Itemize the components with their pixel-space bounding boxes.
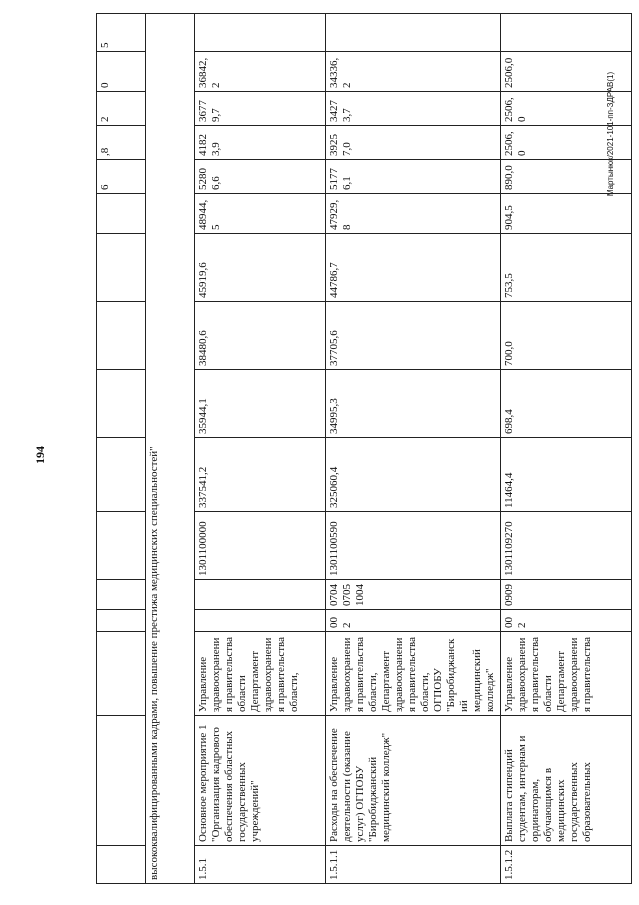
header-cell <box>97 438 146 512</box>
row-rzpr: 0704 0705 1004 <box>326 580 501 610</box>
row-value: 51776,1 <box>326 160 501 194</box>
row-value: 47929,8 <box>326 194 501 234</box>
row-value: 36842,2 <box>195 52 326 92</box>
row-value: 34995,3 <box>326 370 501 438</box>
row-value: 39257,0 <box>326 126 501 160</box>
row-csr: 1301100000 <box>195 512 326 580</box>
row-number: 1.5.1 <box>195 846 326 884</box>
row-value: 34273,7 <box>326 92 501 126</box>
row-number: 1.5.1.1 <box>326 846 501 884</box>
row-executor: Управление здравоохранения правительства области Департамент здравоохранения правительства области, <box>195 632 326 716</box>
row-empty <box>195 14 326 52</box>
header-cell: 6 <box>97 160 146 194</box>
row-empty <box>326 14 501 52</box>
table-row <box>501 14 632 884</box>
row-value: 11464,4 <box>501 438 632 512</box>
row-value: 44786,7 <box>326 234 501 302</box>
page-number: 194 <box>33 446 47 464</box>
header-cell: 5 <box>97 14 146 52</box>
row-name: Основное мероприятие 1 "Организация кадрового обеспечения областных государственных учреждений" <box>195 716 326 846</box>
row-value: 45919,6 <box>195 234 326 302</box>
table-row <box>195 14 326 884</box>
header-cell <box>97 610 146 632</box>
table-row <box>326 14 501 884</box>
header-row <box>97 14 146 884</box>
row-value: 698,4 <box>501 370 632 438</box>
row-value: 337541,2 <box>195 438 326 512</box>
row-empty <box>501 14 632 52</box>
row-value: 2506,0 <box>501 92 632 126</box>
row-value: 38480,6 <box>195 302 326 370</box>
row-number: 1.5.1.2 <box>501 846 632 884</box>
row-value: 2506,0 <box>501 126 632 160</box>
row-value: 2506,0 <box>501 52 632 92</box>
header-cell <box>97 302 146 370</box>
header-cell <box>97 234 146 302</box>
row-value: 35944,1 <box>195 370 326 438</box>
row-value: 325060,4 <box>326 438 501 512</box>
row-csr: 1301109270 <box>501 512 632 580</box>
section-title: высококвалифицированными кадрами, повышение престижа медицинских специальностей" <box>146 14 195 884</box>
row-executor: Управление здравоохранения правительства области, Департамент здравоохранения правительства области, ОГПОБУ "Биробиджанский медицинский колледж" <box>326 632 501 716</box>
header-cell <box>97 846 146 884</box>
row-executor: Управление здравоохранения правительства области Департамент здравоохранения правительства <box>501 632 632 716</box>
header-cell <box>97 716 146 846</box>
header-cell <box>97 512 146 580</box>
row-value: 41823,9 <box>195 126 326 160</box>
row-name: Выплата стипендий студентам, интернам и ординаторам, обучающимся в медицинских государственных образовательных <box>501 716 632 846</box>
row-value: 890,0 <box>501 160 632 194</box>
header-cell <box>97 370 146 438</box>
budget-table <box>96 13 632 884</box>
header-cell <box>97 194 146 234</box>
row-grbs: 002 <box>326 610 501 632</box>
row-name: Расходы на обеспечение деятельности (оказание услуг) ОГПОБУ "Биробиджанский медицинский колледж" <box>326 716 501 846</box>
header-cell: ,8 <box>97 126 146 160</box>
row-grbs: 002 <box>501 610 632 632</box>
row-value: 904,5 <box>501 194 632 234</box>
rotated-table-container <box>96 12 593 884</box>
row-value: 37705,6 <box>326 302 501 370</box>
row-value: 36779,7 <box>195 92 326 126</box>
row-value: 753,5 <box>501 234 632 302</box>
row-value: 34336,2 <box>326 52 501 92</box>
document-stamp: Мартынюк/2021-101-пп-ЗДРАВ(1) <box>606 71 615 197</box>
header-cell: 2 <box>97 92 146 126</box>
row-value: 700,0 <box>501 302 632 370</box>
row-grbs <box>195 610 326 632</box>
section-title-row <box>146 14 195 884</box>
row-csr: 1301100590 <box>326 512 501 580</box>
header-cell <box>97 580 146 610</box>
row-rzpr: 0909 <box>501 580 632 610</box>
row-value: 52806,6 <box>195 160 326 194</box>
header-cell <box>97 632 146 716</box>
row-value: 48944,5 <box>195 194 326 234</box>
row-rzpr <box>195 580 326 610</box>
header-cell: 0 <box>97 52 146 92</box>
